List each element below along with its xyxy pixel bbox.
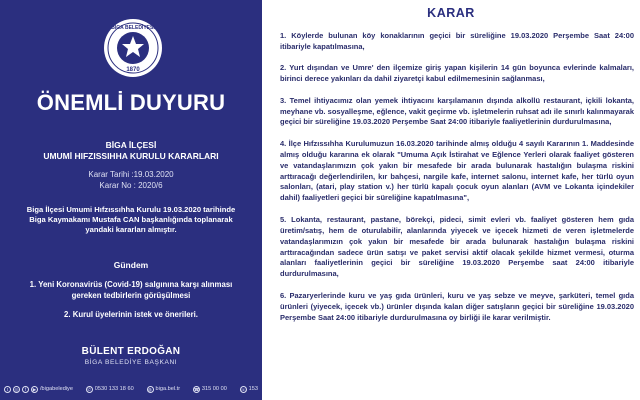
instagram-icon[interactable]: ◎ [14,386,19,392]
agenda-item-2: 2. Kurul üyelerinin istek ve önerileri. [64,310,198,319]
decision-item-2: 2. Yurt dışından ve Umre' den ilçemize giriş yapan kişilerin 14 gün boyunca evlerinde kalmaları, birinci derece yakınları da dahil ziyaretçi kabul edilmemesinin sağlanması, [280,63,634,84]
municipality-seal-logo [103,18,163,78]
decision-item-1: 1. Köylerde bulunan köy konaklarının geçici bir süreliğine 19.03.2020 Perşembe Saat 24:00 itibariyle kapatılmasına, [280,31,634,51]
phone-icon: ☎ [193,386,200,392]
decision-item-6: 6. Pazaryerlerinde kuru ve yaş gıda ürünleri, kuru ve yaş sebze ve meyve, şarküteri, temel gıda ürünleri (yiyecek, içecek vb.) ürünler dışında kalan diğer satışların geçici bir süreliğine 19.03.2020 Perşembe Saat 24:00 itibariyle durdurulmasına oy birliği ile karar verilmiştir. [280,290,634,322]
twitter-icon[interactable]: t [4,386,11,393]
globe-icon: ◍ [148,386,152,392]
youtube-icon[interactable]: ▶ [32,386,37,392]
intro-text: Biga İlçesi Umumi Hıfzıssıhha Kurulu 19.03.2020 tarihinde Biga Kaymakamı Mustafa CAN başkanlığında toplanarak yandaki kararları almıştır. [26,205,236,234]
whatsapp-number[interactable]: 0530 133 18 60 [94,386,134,392]
agenda-title: Gündem [113,260,149,270]
facebook-icon[interactable]: f [22,386,29,393]
website-link[interactable]: biga.bel.tr [155,386,181,392]
contact-footer [0,378,262,400]
seal-year: 1870 [126,67,140,73]
whatsapp-icon: ✆ [87,386,92,392]
decision-list [280,31,634,334]
social-links [4,386,73,393]
decision-item-3: 3. Temel ihtiyacımız olan yemek ihtiyacını karşılamanın dışında alkollü restaurant, içkili lokanta, meyhane vb. sosyalleşme, eğlence, vakit geçirme vb. işletmelerin ruhsat adı ile sınırlı kalınmayarak geçici bir süreliğine 19.03.2020 Perşembe Saat 24:00 itibariyle faaliyetlerinin durdurulmasına, [280,95,634,127]
decision-number: Karar No : 2020/6 [99,181,163,190]
decision-panel [262,0,640,400]
signature-title: BİGA BELEDİYE BAŞKANI [84,359,178,366]
committee-title: UMUMİ HIFZISSIHHA KURULU KARARLARI [43,151,219,161]
decision-date: Karar Tarihi :19.03.2020 [88,170,174,179]
emergency-number[interactable]: 153 [248,386,258,392]
decision-title: KARAR [427,6,475,20]
decision-item-4: 4. İlçe Hıfzıssıhha Kurulumuzun 16.03.2020 tarihinde almış olduğu 4 sayılı Kararının 1. Maddesinde almış olduğu kararına ek olarak "Umuma Açık İstirahat ve Eğlence Yerleri olarak faaliyet gösteren ve vatandaşlarımızın çok yakın bir mesafede bir arada bulunarak hastalığın bulaşma riskini arttıracağı değerlendirilen, kır bahçesi, nargile kafe, internet salonu, internet kafe, her türlü oyun salonları, (atari, play station v.) her türlü kapalı çocuk oyun alanları (AVM ve Lokanta içindekiler dahil) faaliyetleri geçici bir süreliğine kapatılmasına", [280,138,634,203]
district-title: BİGA İLÇESİ [105,140,157,150]
social-handle[interactable]: /bigabelediye [40,386,73,392]
agenda-item-1: 1. Yeni Koronavirüs (Covid-19) salgınına karşı alınması gereken tedbirlerin görüşülmesi [29,280,233,300]
announcement-panel [0,0,262,400]
phone-number[interactable]: 315 00 00 [201,386,227,392]
headline: ÖNEMLİ DUYURU [36,90,226,115]
seal-text: BİGA BELEDİYESİ [111,25,155,31]
signature-name: BÜLENT ERDOĞAN [81,346,181,357]
decision-item-5: 5. Lokanta, restaurant, pastane, börekçi, pideci, simit evleri vb. faaliyet gösteren hem gıda üretim/satış, hem de oturulabilir, alanlarında yiyecek ve içecek hizmeti de veren işletmelerde vatandaşlarımızın çok yakın bir mesafede bir arada bulunarak hastalığın bulaşma riskini arttıracağından sadece ürün satışı ve paket servisi aktif olacak şekilde hizmet vermesi, oturma alanları faaliyetlerinin geçici bir süreliğine 19.03.2020 Perşembe saat 24:00 itibariyle durdurulmasına, [280,214,634,279]
emergency-icon: ☏ [240,386,247,392]
